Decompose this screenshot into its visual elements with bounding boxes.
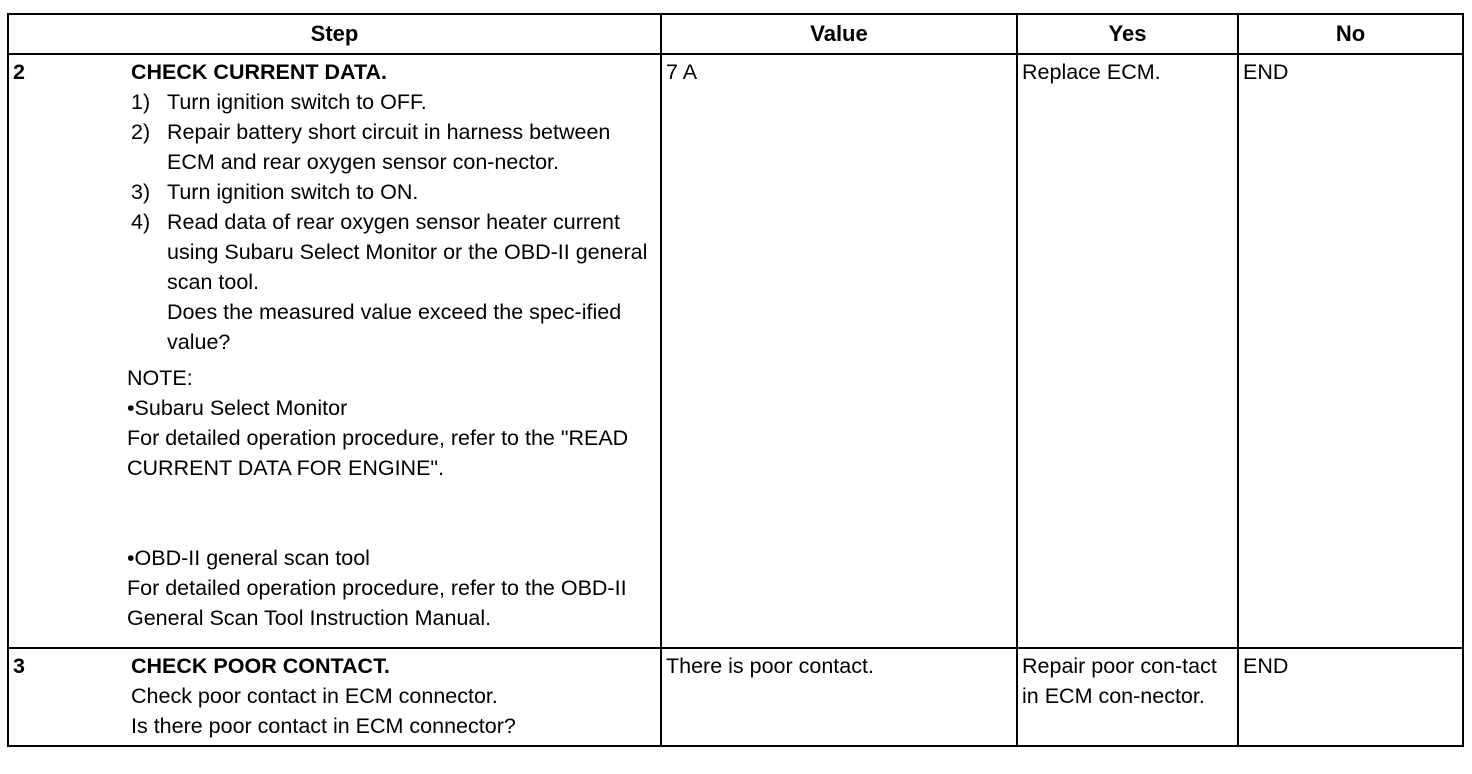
instruction-text: Turn ignition switch to OFF. (167, 90, 427, 114)
header-row (8, 14, 1463, 54)
value-cell (661, 648, 1017, 746)
instruction-item (131, 177, 656, 207)
step-cell (8, 648, 661, 746)
note-item-text: For detailed operation procedure, refer to the OBD-II General Scan Tool Instruction Manual. (127, 576, 627, 630)
instruction-text: Read data of rear oxygen sensor heater current using Subaru Select Monitor or the OBD-II general scan tool. (167, 210, 648, 294)
no-text: END (1243, 654, 1289, 678)
step-number: 2 (13, 60, 25, 84)
instruction-list (131, 87, 656, 297)
instruction-item (131, 117, 656, 177)
value-text: 7 A (666, 60, 698, 84)
step-body (127, 55, 660, 633)
instruction-item (131, 207, 656, 297)
no-text: END (1243, 60, 1289, 84)
value-cell (661, 54, 1017, 648)
no-cell (1238, 648, 1463, 746)
yes-text: Repair poor con-tact in ECM con-nector. (1022, 654, 1217, 708)
instruction-number: 3) (131, 180, 151, 204)
step-question: Is there poor contact in ECM connector? (131, 714, 516, 738)
header-no: No (1238, 14, 1463, 54)
instruction-item (131, 87, 656, 117)
note-label: NOTE: (127, 366, 193, 390)
table-row (8, 54, 1463, 648)
step-body (131, 649, 660, 741)
instruction-text: Turn ignition switch to ON. (167, 180, 419, 204)
table-row (8, 648, 1463, 746)
no-cell (1238, 54, 1463, 648)
yes-cell (1017, 54, 1238, 648)
header-value: Value (661, 14, 1017, 54)
value-text: There is poor contact. (666, 654, 874, 678)
note-item-title: •Subaru Select Monitor (127, 396, 348, 420)
procedure-table (7, 13, 1464, 747)
step-cell (8, 54, 661, 648)
yes-text: Replace ECM. (1022, 60, 1161, 84)
note-item-title: •OBD-II general scan tool (127, 546, 370, 570)
instruction-number: 4) (131, 210, 151, 234)
note-block (127, 363, 656, 633)
yes-cell (1017, 648, 1238, 746)
step-question: Does the measured value exceed the spec-ified value? (167, 300, 622, 354)
step-instruction: Check poor contact in ECM connector. (131, 684, 498, 708)
step-title: CHECK POOR CONTACT. (131, 654, 390, 678)
instruction-number: 1) (131, 90, 151, 114)
instruction-number: 2) (131, 120, 151, 144)
step-number: 3 (13, 654, 25, 678)
instruction-text: Repair battery short circuit in harness between ECM and rear oxygen sensor con-nector. (167, 120, 611, 174)
header-step: Step (8, 14, 661, 54)
note-item-text: For detailed operation procedure, refer to the "READ CURRENT DATA FOR ENGINE". (127, 426, 629, 480)
step-title: CHECK CURRENT DATA. (131, 60, 387, 84)
header-yes: Yes (1017, 14, 1238, 54)
